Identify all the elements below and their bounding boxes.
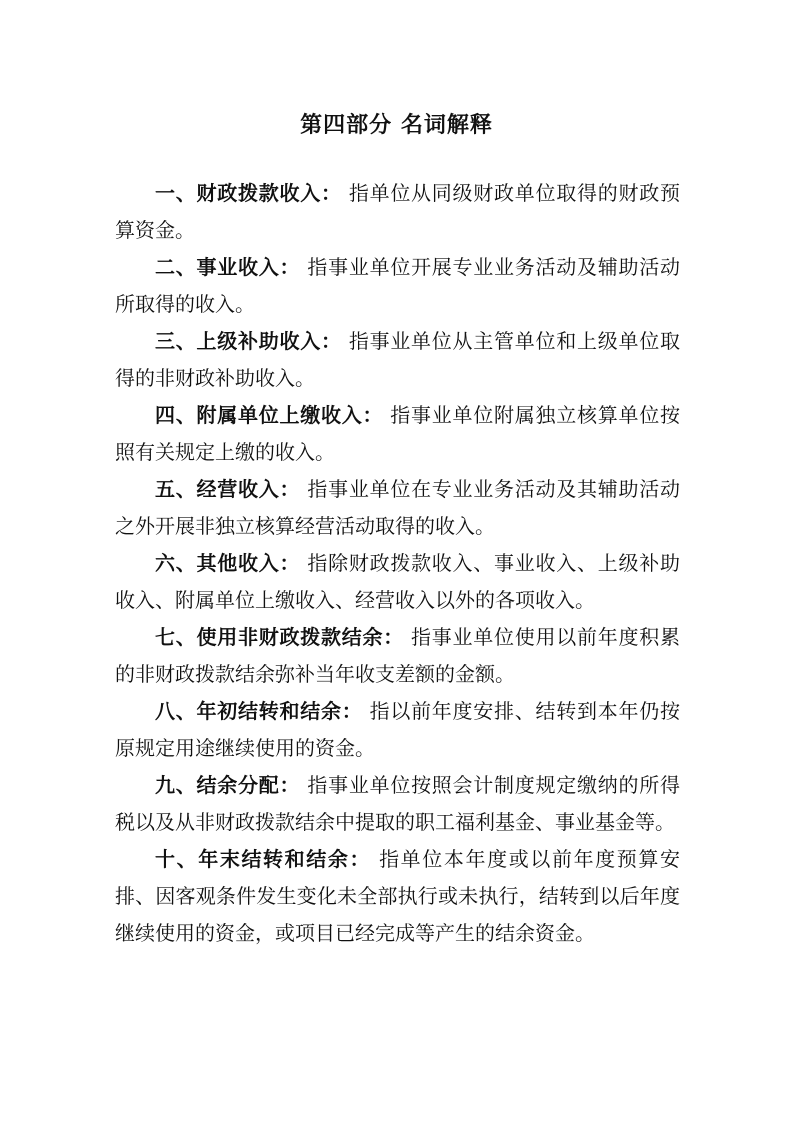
glossary-entry-4 xyxy=(115,397,680,471)
glossary-definition: 指单位从同级财政单位取得的财政预算资金。 xyxy=(115,181,681,242)
glossary-entry-5 xyxy=(115,471,680,545)
glossary-definition: 指事业单位在专业业务活动及其辅助活动之外开展非独立核算经营活动取得的收入。 xyxy=(115,477,681,538)
glossary-definition: 指事业单位使用以前年度积累的非财政拨款结余弥补当年收支差额的金额。 xyxy=(115,625,681,686)
glossary-term: 二、事业收入： xyxy=(155,255,301,279)
glossary-term: 十、年末结转和结余： xyxy=(155,847,372,871)
glossary-list xyxy=(115,175,680,952)
glossary-entry-7 xyxy=(115,619,680,693)
glossary-definition: 指以前年度安排、结转到本年仍按原规定用途继续使用的资金。 xyxy=(115,699,681,760)
glossary-term: 四、附属单位上缴收入： xyxy=(155,403,384,427)
glossary-term: 五、经营收入： xyxy=(155,477,301,501)
glossary-definition: 指单位本年度或以前年度预算安排、因客观条件发生变化未全部执行或未执行，结转到以后年度继续使用的资金，或项目已经完成等产生的结余资金。 xyxy=(115,847,681,945)
glossary-term: 一、财政拨款收入： xyxy=(155,181,342,205)
glossary-term: 三、上级补助收入： xyxy=(155,329,342,353)
glossary-entry-8 xyxy=(115,693,680,767)
glossary-term: 六、其他收入： xyxy=(155,551,301,575)
glossary-term: 七、使用非财政拨款结余： xyxy=(155,625,404,649)
glossary-entry-6 xyxy=(115,545,680,619)
glossary-entry-2 xyxy=(115,249,680,323)
glossary-entry-1 xyxy=(115,175,680,249)
page-title: 第四部分 名词解释 xyxy=(300,113,493,138)
glossary-term: 八、年初结转和结余： xyxy=(155,699,363,723)
glossary-definition: 指事业单位附属独立核算单位按照有关规定上缴的收入。 xyxy=(115,403,680,464)
glossary-term: 九、结余分配： xyxy=(155,773,301,797)
glossary-definition: 指除财政拨款收入、事业收入、上级补助收入、附属单位上缴收入、经营收入以外的各项收入。 xyxy=(115,551,681,612)
glossary-definition: 指事业单位按照会计制度规定缴纳的所得税以及从非财政拨款结余中提取的职工福利基金、事业基金等。 xyxy=(115,773,681,834)
glossary-entry-3 xyxy=(115,323,680,397)
glossary-definition: 指事业单位开展专业业务活动及辅助活动所取得的收入。 xyxy=(115,255,681,316)
glossary-definition: 指事业单位从主管单位和上级单位取得的非财政补助收入。 xyxy=(115,329,681,390)
glossary-entry-9 xyxy=(115,767,680,841)
glossary-entry-10 xyxy=(115,841,680,952)
